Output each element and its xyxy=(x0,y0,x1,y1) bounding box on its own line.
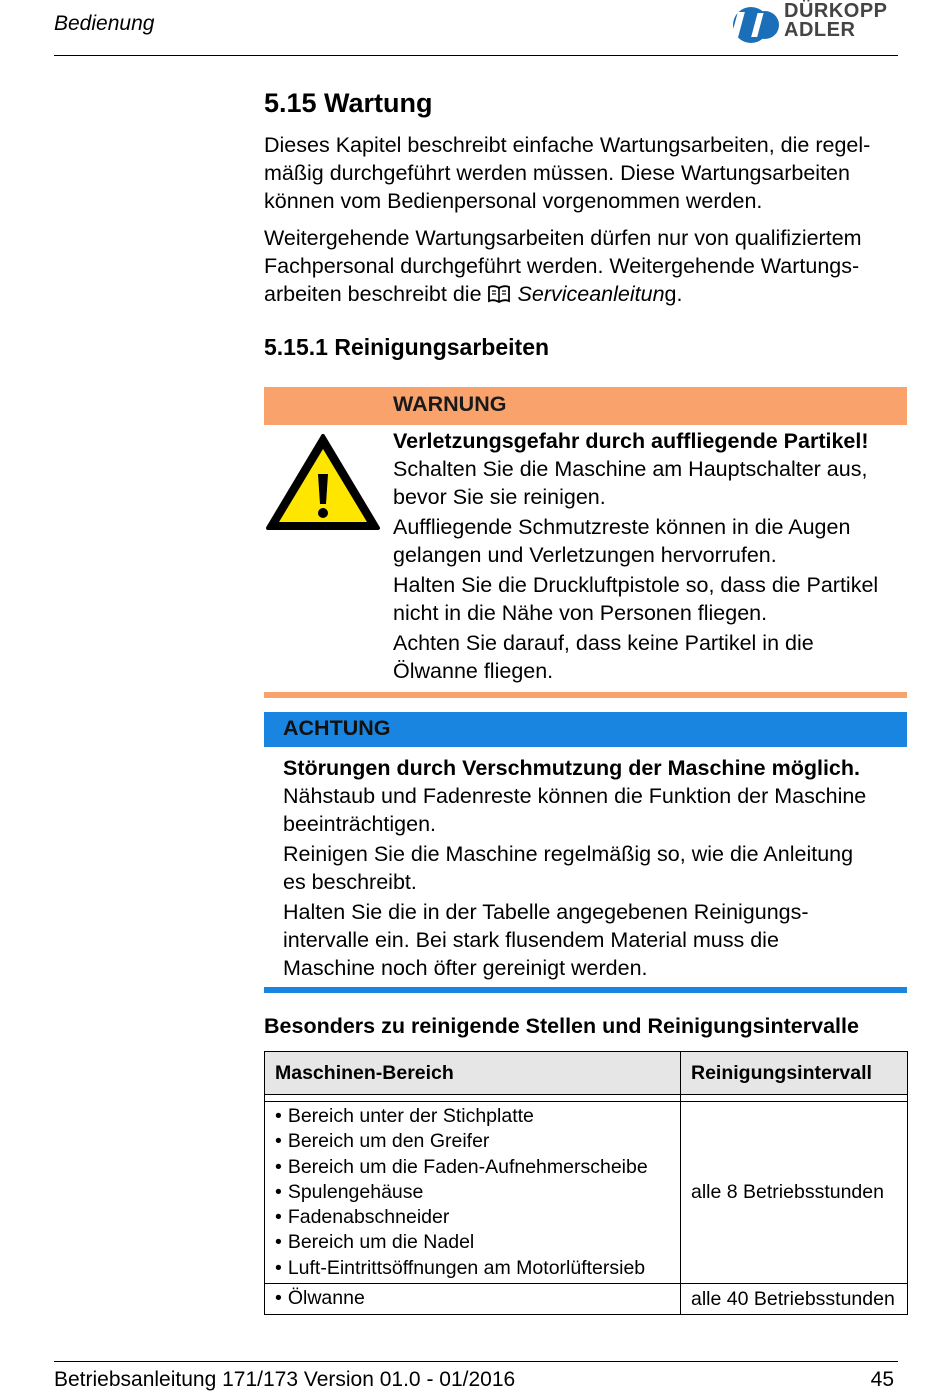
book-icon xyxy=(488,285,510,303)
text-line: bevor Sie sie reinigen. xyxy=(393,485,606,509)
text-line: Halten Sie die Druckluftpistole so, dass die Partikel xyxy=(393,573,879,597)
interval-cell: alle 40 Betriebsstunden xyxy=(681,1284,908,1315)
area-list xyxy=(275,1104,670,1281)
warning-headline: Verletzungsgefahr durch auffliegende Partikel! xyxy=(393,429,869,453)
text-line xyxy=(264,280,914,308)
caution-bottom-rule xyxy=(264,987,907,993)
text-line: können vom Bedienpersonal vorgenommen werden. xyxy=(264,189,763,213)
text-line: Weitergehende Wartungsarbeiten dürfen nur von qualifiziertem xyxy=(264,226,862,250)
text-line: mäßig durchgeführt werden müssen. Diese Wartungsarbeiten xyxy=(264,161,850,185)
list-item: • Bereich um die Faden-Aufnehmerscheibe xyxy=(275,1155,670,1180)
warning-block xyxy=(393,629,913,685)
caution-label: ACHTUNG xyxy=(283,716,391,740)
text-line: intervalle ein. Bei stark flusendem Material muss die xyxy=(283,928,779,952)
list-item: • Spulengehäuse xyxy=(275,1180,670,1205)
text-line: Reinigen Sie die Maschine regelmäßig so, wie die Anleitung xyxy=(283,842,854,866)
warning-triangle-icon xyxy=(264,432,382,532)
table-row xyxy=(265,1284,908,1315)
warning-banner xyxy=(264,387,907,425)
intro-paragraph-2 xyxy=(264,224,914,308)
column-header-interval: Reinigungsintervall xyxy=(681,1052,908,1095)
table-title: Besonders zu reinigende Stellen und Reinigungsintervalle xyxy=(264,1014,859,1038)
header-section-title: Bedienung xyxy=(54,12,155,35)
text-line: Nähstaub und Fadenreste können die Funktion der Maschine xyxy=(283,784,867,808)
brand-line-2: ADLER xyxy=(784,19,856,41)
intro-paragraph-1 xyxy=(264,131,914,215)
table-row xyxy=(265,1102,908,1284)
footer-document-title: Betriebsanleitung 171/173 Version 01.0 - 01/2016 xyxy=(54,1368,516,1391)
table-header-row xyxy=(265,1052,908,1095)
page-number: 45 xyxy=(870,1368,894,1391)
spacer-cell xyxy=(681,1095,908,1102)
list-item: • Bereich um den Greifer xyxy=(275,1129,670,1154)
caution-block xyxy=(283,840,913,896)
section-title: 5.15 Wartung xyxy=(264,88,433,118)
list-item: • Bereich um die Nadel xyxy=(275,1230,670,1255)
text-line: beeinträchtigen. xyxy=(283,812,436,836)
cleaning-table xyxy=(264,1051,908,1315)
text-line: nicht in die Nähe von Personen fliegen. xyxy=(393,601,768,625)
header-rule xyxy=(54,55,898,56)
list-item: • Fadenabschneider xyxy=(275,1205,670,1230)
text-line: Maschine noch öfter gereinigt werden. xyxy=(283,956,648,980)
service-manual-reference: Serviceanleitun xyxy=(517,282,665,306)
text-span: g. xyxy=(664,282,683,306)
list-item: • Bereich unter der Stichplatte xyxy=(275,1104,670,1129)
text-line: Auffliegende Schmutzreste können in die Augen xyxy=(393,515,851,539)
column-header-area: Maschinen-Bereich xyxy=(265,1052,681,1095)
text-span: arbeiten beschreibt die xyxy=(264,282,488,306)
text-line: Halten Sie die in der Tabelle angegebenen Reinigungs- xyxy=(283,900,809,924)
interval-cell: alle 8 Betriebsstunden xyxy=(681,1102,908,1284)
text-line: es beschreibt. xyxy=(283,870,417,894)
subsection-title: 5.15.1 Reinigungsarbeiten xyxy=(264,334,550,360)
text-line: Fachpersonal durchgeführt werden. Weitergehende Wartungs- xyxy=(264,254,860,278)
warning-block xyxy=(393,571,913,627)
text-line: Achten Sie darauf, dass keine Partikel in die xyxy=(393,631,814,655)
text-line: Dieses Kapitel beschreibt einfache Wartungsarbeiten, die regel- xyxy=(264,133,871,157)
list-item: • Ölwanne xyxy=(275,1286,670,1311)
warning-label: WARNUNG xyxy=(393,392,507,416)
warning-block xyxy=(393,513,913,569)
text-line: Schalten Sie die Maschine am Hauptschalter aus, xyxy=(393,457,868,481)
area-cell xyxy=(265,1284,681,1315)
text-line: Ölwanne fliegen. xyxy=(393,659,554,683)
area-list xyxy=(275,1286,670,1311)
footer-rule xyxy=(54,1361,898,1362)
caution-block xyxy=(283,898,913,982)
brand-name xyxy=(784,2,888,40)
text-line: gelangen und Verletzungen hervorrufen. xyxy=(393,543,777,567)
brand-line-1: DÜRKOPP xyxy=(784,0,888,22)
list-item: • Luft-Eintrittsöffnungen am Motorlüftersieb xyxy=(275,1256,670,1281)
warning-bottom-rule xyxy=(264,692,907,698)
warning-block xyxy=(393,455,913,511)
area-cell xyxy=(265,1102,681,1284)
table-spacer xyxy=(265,1095,908,1102)
caution-block xyxy=(283,782,913,838)
spacer-cell xyxy=(265,1095,681,1102)
caution-headline: Störungen durch Verschmutzung der Maschine möglich. xyxy=(283,756,860,780)
